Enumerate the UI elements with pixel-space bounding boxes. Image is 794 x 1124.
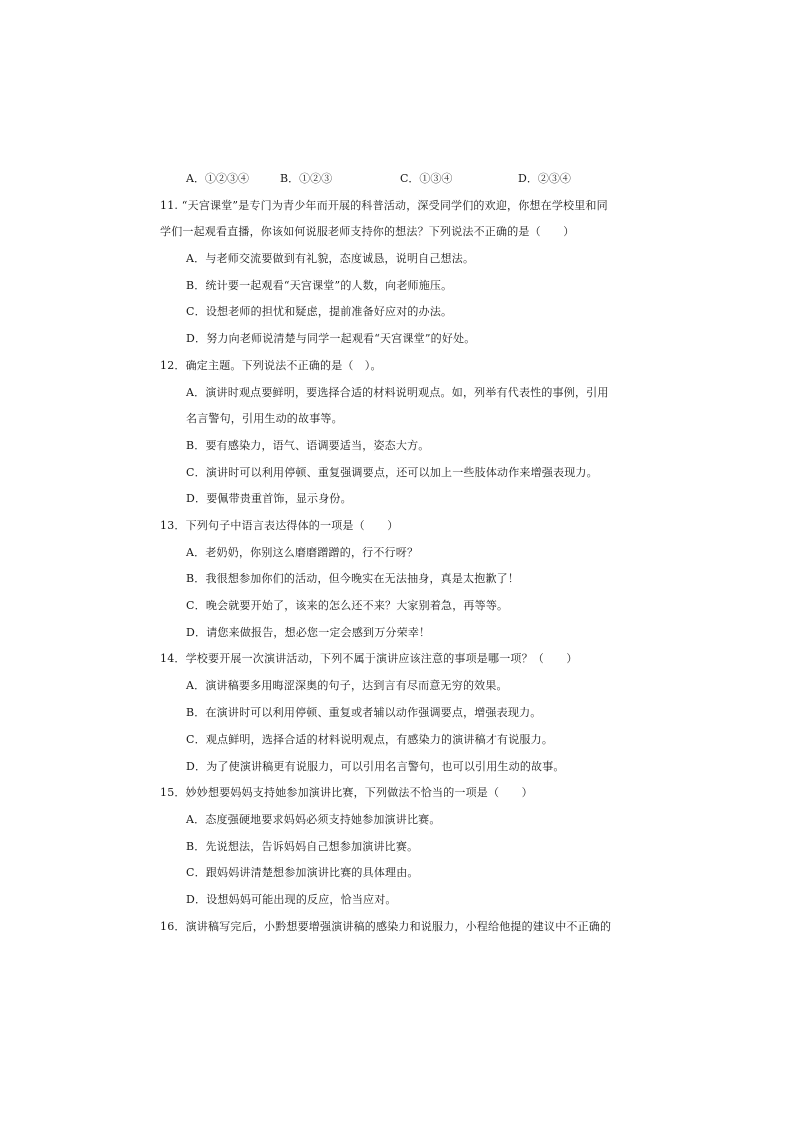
q16-stem: 16．演讲稿写完后，小黔想要增强演讲稿的感染力和说服力，小程给他提的建议中不正确的 [160, 920, 612, 933]
q12-option-d: D．要佩带贵重首饰，显示身份。 [186, 492, 352, 505]
q14-stem: 14．学校要开展一次演讲活动，下列不属于演讲应该注意的事项是哪一项？（ ） [160, 652, 578, 665]
q13-stem: 13．下列句子中语言表达得体的一项是（ ） [160, 519, 399, 532]
q13-option-b: B．我很想参加你们的活动，但今晚实在无法抽身，真是太抱歉了！ [186, 572, 520, 585]
q12-option-c: C．演讲时可以利用停顿、重复强调要点，还可以加上一些肢体动作来增强表现力。 [186, 466, 598, 479]
q15-option-d: D．设想妈妈可能出现的反应，恰当应对。 [186, 893, 397, 906]
q15-option-b: B．先说想法，告诉妈妈自己想参加演讲比赛。 [186, 840, 419, 853]
q14-option-d: D．为了使演讲稿更有说服力，可以引用名言警句，也可以引用生动的故事。 [186, 760, 565, 773]
q12-stem: 12．确定主题。下列说法不正确的是（ ）。 [160, 359, 382, 372]
choice-b: B．①②③ [280, 172, 333, 185]
q13-option-d: D．请您来做报告，想必您一定会感到万分荣幸！ [186, 626, 431, 639]
q11-option-a: A．与老师交流要做到有礼貌，态度诚恳，说明自己想法。 [186, 252, 475, 265]
q12-option-a-line-1: A．演讲时观点要鲜明，要选择合适的材料说明观点。如，列举有代表性的事例，引用 [186, 386, 609, 399]
q12-option-a-line-2: 名言警句，引用生动的故事等。 [186, 412, 343, 425]
q15-stem: 15．妙妙想要妈妈支持她参加演讲比赛，下列做法不恰当的一项是（ ） [160, 786, 533, 799]
choice-d: D．②③④ [518, 172, 571, 185]
q11-stem-line-2: 学们一起观看直播，你该如何说服老师支持你的想法？下列说法不正确的是（ ） [160, 225, 575, 238]
q11-stem-line-1: 11. “天宫课堂”是专门为青少年而开展的科普活动，深受同学们的欢迎，你想在学校里和同 [160, 199, 608, 212]
q14-option-c: C．观点鲜明，选择合适的材料说明观点，有感染力的演讲稿才有说服力。 [186, 733, 554, 746]
q11-option-d: D．努力向老师说清楚与同学一起观看“天宫课堂”的好处。 [186, 332, 476, 345]
q12-option-b: B．要有感染力，语气、语调要适当，姿态大方。 [186, 439, 430, 452]
q15-option-c: C．跟妈妈讲清楚想参加演讲比赛的具体理由。 [186, 866, 419, 879]
choice-c: C．①③④ [400, 172, 453, 185]
q11-option-b: B．统计要一起观看“天宫课堂”的人数，向老师施压。 [186, 279, 453, 292]
q13-option-a: A．老奶奶，你别这么磨磨蹭蹭的，行不行呀？ [186, 546, 419, 559]
choice-a: A．①②③④ [186, 172, 249, 185]
prev-question-choices [186, 172, 606, 186]
q11-option-c: C．设想老师的担忧和疑虑，提前准备好应对的办法。 [186, 305, 453, 318]
q15-option-a: A．态度强硬地要求妈妈必须支持她参加演讲比赛。 [186, 813, 441, 826]
q14-option-b: B．在演讲时可以利用停顿、重复或者辅以动作强调要点，增强表现力。 [186, 706, 542, 719]
q14-option-a: A．演讲稿要多用晦涩深奥的句子，达到言有尽而意无穷的效果。 [186, 679, 508, 692]
q13-option-c: C．晚会就要开始了，该来的怎么还不来？大家别着急，再等等。 [186, 599, 509, 612]
